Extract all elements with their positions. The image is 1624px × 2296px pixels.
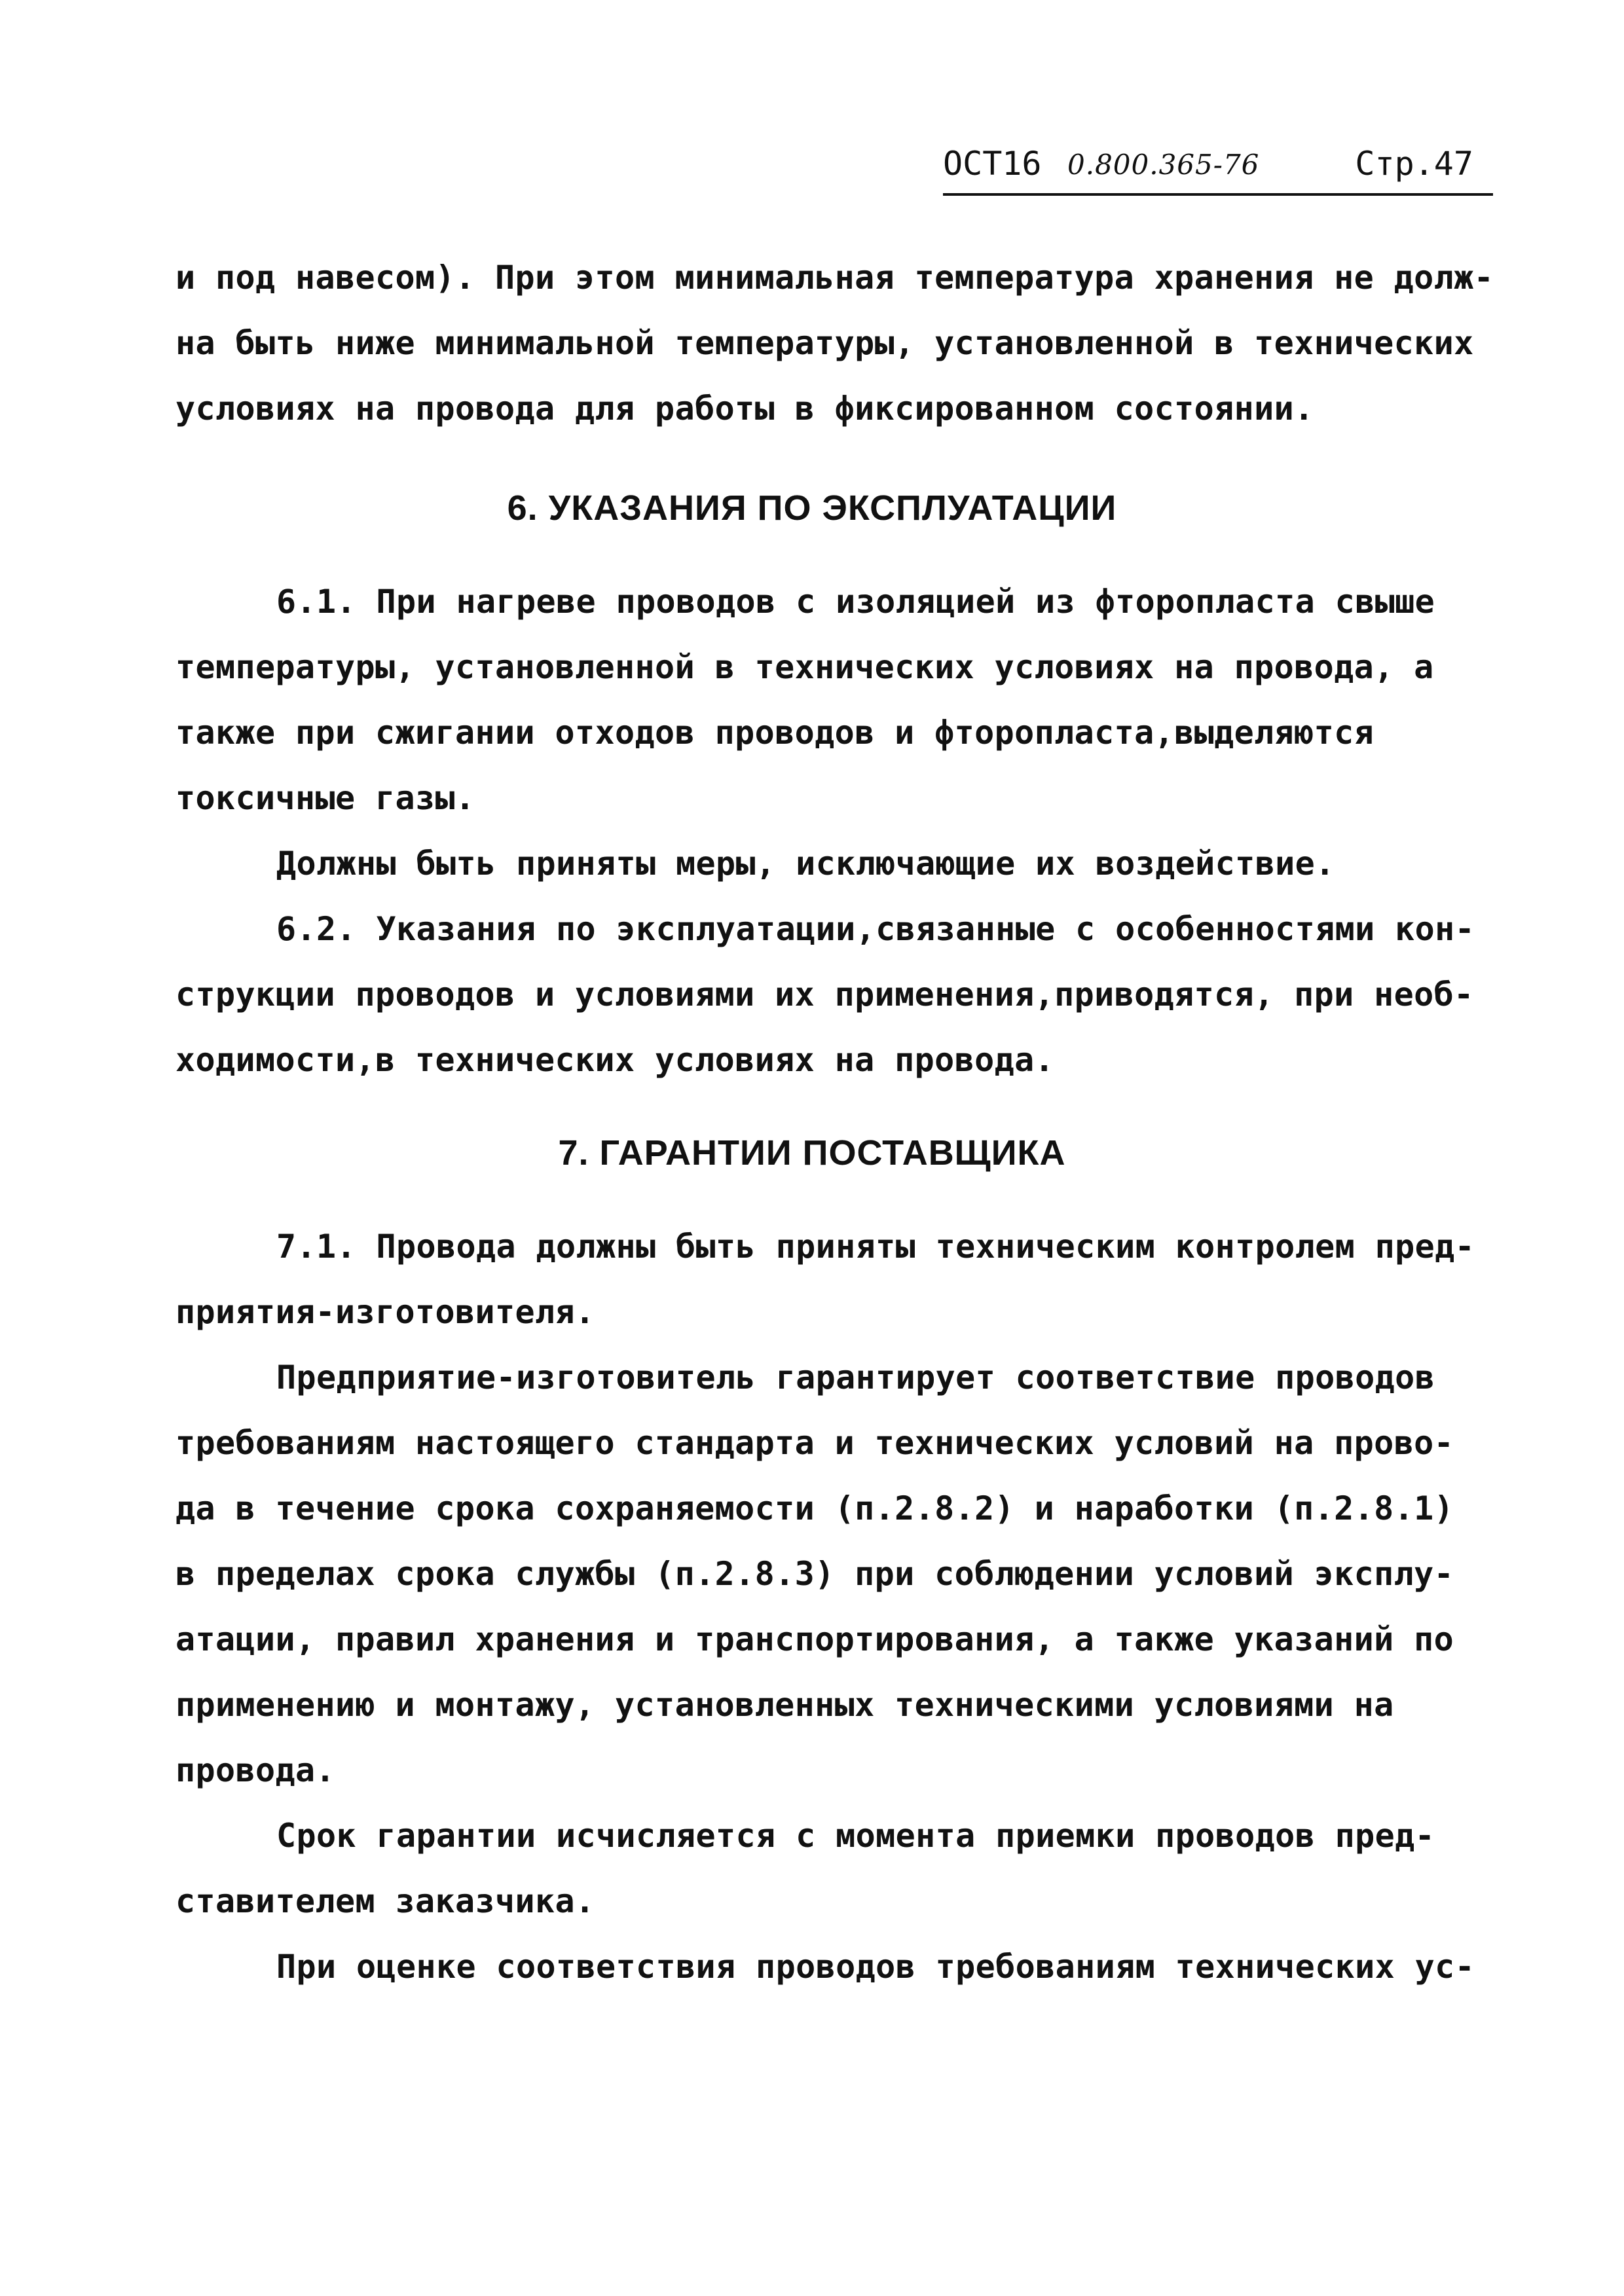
text-line: Срок гарантии исчисляется с момента приемки проводов пред- <box>276 1817 1435 1855</box>
text-line: Предприятие-изготовитель гарантирует соответствие проводов <box>276 1358 1435 1396</box>
text-line: 7.1. Провода должны быть приняты техническим контролем пред- <box>276 1228 1475 1266</box>
text-line: При оценке соответствия проводов требованиям технических ус- <box>276 1948 1475 1986</box>
text-line: приятия-изготовителя. <box>175 1293 595 1331</box>
standard-code: ОСТ16 <box>943 145 1042 183</box>
text-line: и под навесом). При этом минимальная температура хранения не долж- <box>175 259 1494 297</box>
text-line: в пределах срока службы (п.2.8.3) при соблюдении условий эксплу- <box>175 1555 1454 1593</box>
page-number: Стр.47 <box>1355 145 1473 183</box>
page-header <box>943 134 1493 196</box>
text-line: 6.2. Указания по эксплуатации,связанные с особенностями кон- <box>276 910 1475 948</box>
text-line: провода. <box>175 1751 336 1789</box>
handwritten-designation: 0.800.365-76 <box>1067 149 1260 181</box>
text-line: токсичные газы. <box>175 779 475 817</box>
section-6-heading: 6. УКАЗАНИЯ ПО ЭКСПЛУАТАЦИИ <box>507 488 1117 528</box>
text-line: также при сжигании отходов проводов и фторопласта,выделяются <box>175 714 1375 752</box>
text-line: струкции проводов и условиями их применения,приводятся, при необ- <box>175 975 1474 1013</box>
text-line: требованиям настоящего стандарта и технических условий на прово- <box>175 1424 1454 1462</box>
text-line: применению и монтажу, установленных техническими условиями на <box>175 1686 1394 1724</box>
text-line: да в течение срока сохраняемости (п.2.8.2) и наработки (п.2.8.1) <box>175 1489 1454 1527</box>
text-line: ходимости,в технических условиях на провода. <box>175 1041 1055 1079</box>
text-line: 6.1. При нагреве проводов с изоляцией из фторопласта свыше <box>276 583 1435 621</box>
text-line: условиях на провода для работы в фиксированном состоянии. <box>175 390 1314 428</box>
text-line: Должны быть приняты меры, исключающие их воздействие. <box>276 845 1335 883</box>
text-line: температуры, установленной в технических условиях на провода, а <box>175 648 1434 686</box>
text-line: атации, правил хранения и транспортирования, а также указаний по <box>175 1620 1454 1658</box>
section-7-heading: 7. ГАРАНТИИ ПОСТАВЩИКА <box>558 1133 1066 1173</box>
text-line: ставителем заказчика. <box>175 1882 595 1920</box>
text-line: на быть ниже минимальной температуры, установленной в технических <box>175 324 1474 362</box>
